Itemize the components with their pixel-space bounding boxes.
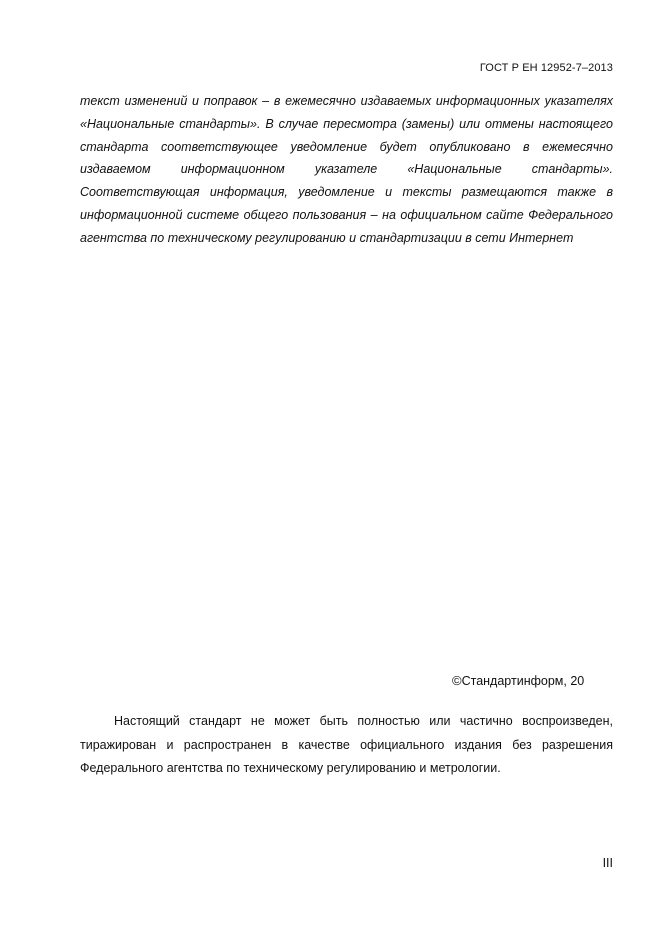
main-paragraph: текст изменений и поправок – в ежемесячно издаваемых информационных указателях «Национальные стандарты». В случае пересмотра (замены) или отмены настоящего стандарта соответствующее уведомление будет опубликовано в ежемесячно издаваемом информационном указателе «Национальные стандарты». Соответствующая информация, уведомление и тексты размещаются также в информационной системе общего пользования – на официальном сайте Федерального агентства по техническому регулированию и стандартизации в сети Интернет [80, 94, 613, 245]
document-code: ГОСТ Р ЕН 12952-7–2013 [479, 62, 613, 74]
copyright-text: Стандартинформ, 20 [461, 674, 585, 688]
copyright-symbol: © [452, 673, 462, 688]
copyright-line [452, 673, 584, 688]
page-number: III [602, 856, 613, 870]
reproduction-notice: Настоящий стандарт не может быть полностью или частично воспроизведен, тиражирован и распространен в качестве официального издания без разрешения Федерального агентства по техническому регулированию и метрологии. [80, 714, 613, 775]
